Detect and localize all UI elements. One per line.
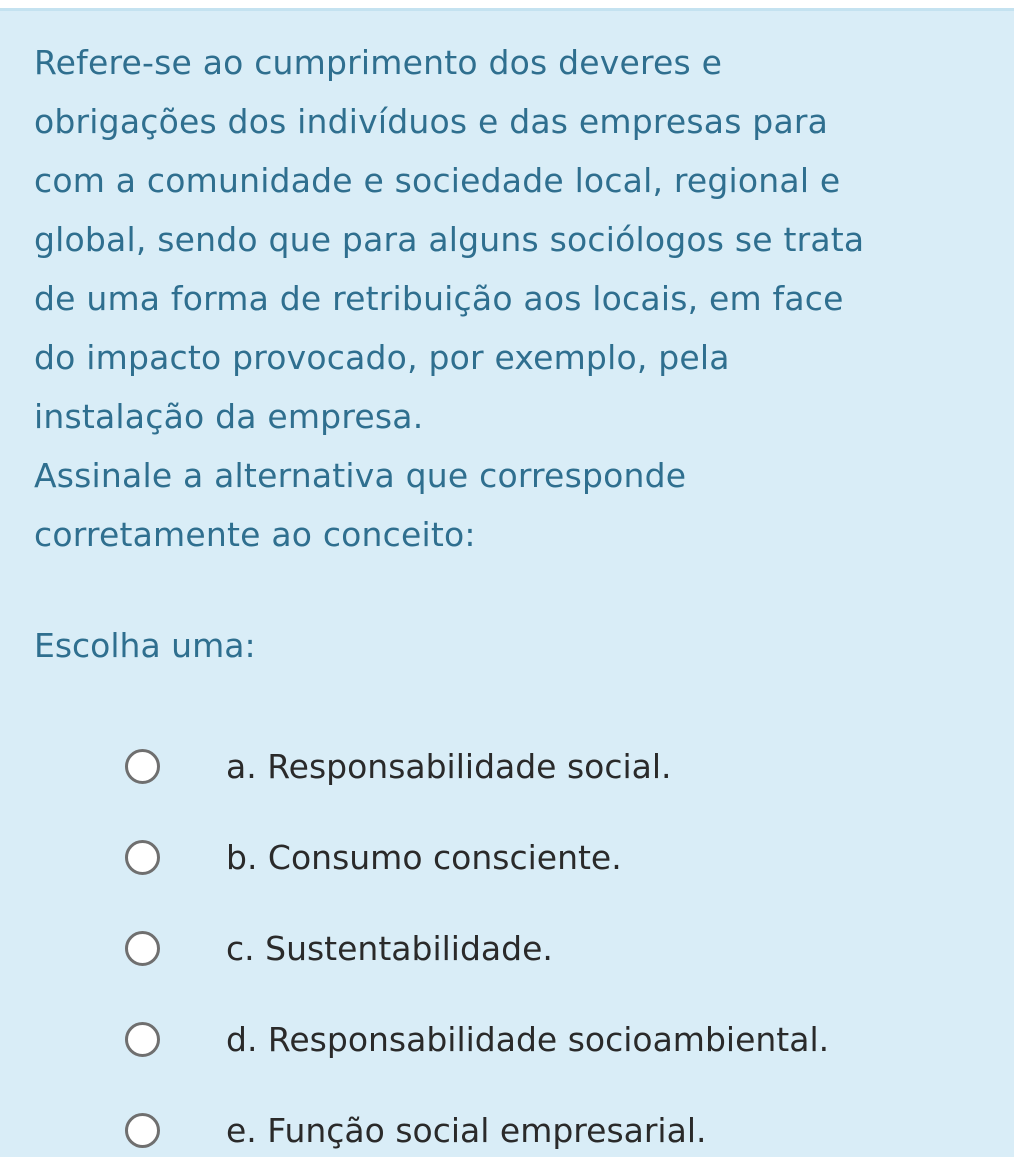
radio-button-e[interactable] (125, 1113, 160, 1148)
option-a[interactable] (125, 721, 1005, 812)
option-d-label[interactable]: d. Responsabilidade socioambiental. (226, 1020, 830, 1059)
choose-one-prompt: Escolha uma: (34, 626, 256, 665)
answer-options (125, 721, 1005, 1176)
question-text: Refere-se ao cumprimento dos deveres e obrigações dos indivíduos e das empresas para com a comunidade e sociedade local, regional e global, sendo que para alguns sociólogos se trata de uma forma de retribuição aos locais, em face do impacto provocado, por exemplo, pela instalação da empresa. Assinale a alternativa que corresponde corretamente ao conceito: (34, 43, 865, 554)
radio-button-b[interactable] (125, 840, 160, 875)
radio-button-c[interactable] (125, 931, 160, 966)
option-b-label[interactable]: b. Consumo consciente. (226, 838, 622, 877)
radio-button-a[interactable] (125, 749, 160, 784)
option-a-label[interactable]: a. Responsabilidade social. (226, 747, 672, 786)
option-c[interactable] (125, 903, 1005, 994)
question-panel (0, 8, 1014, 1157)
option-e-label[interactable]: e. Função social empresarial. (226, 1111, 707, 1150)
option-d[interactable] (125, 994, 1005, 1085)
radio-button-d[interactable] (125, 1022, 160, 1057)
option-c-label[interactable]: c. Sustentabilidade. (226, 929, 553, 968)
option-e[interactable] (125, 1085, 1005, 1176)
option-b[interactable] (125, 812, 1005, 903)
